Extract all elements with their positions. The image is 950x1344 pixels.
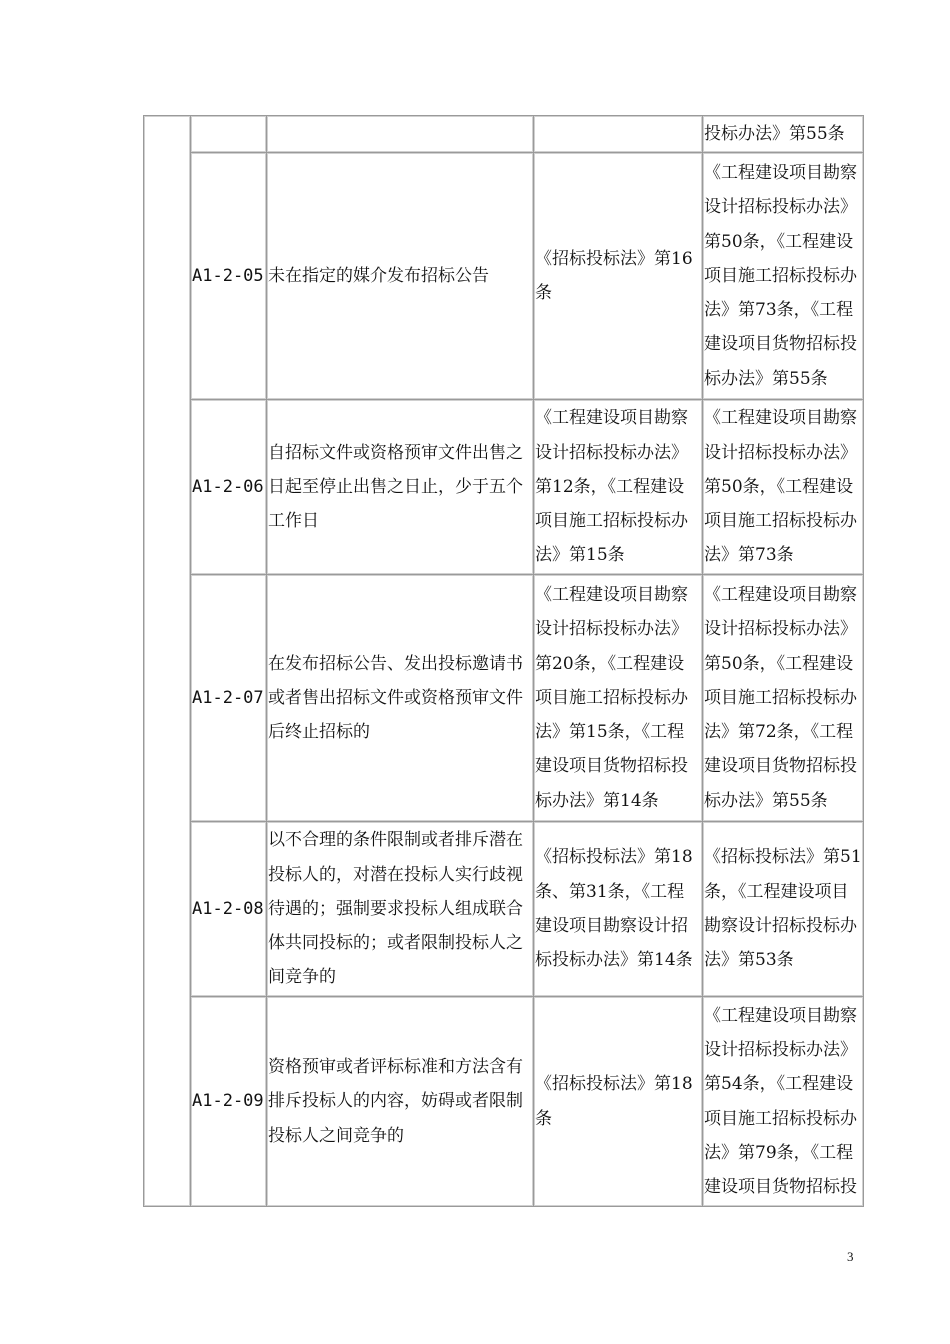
table-row xyxy=(144,400,864,575)
law-basis-cell xyxy=(534,116,703,153)
code-cell: A1-2-06 xyxy=(191,400,267,575)
table-row xyxy=(144,153,864,400)
penalty-basis-cell: 《工程建设项目勘察设计招标投标办法》第50条，《工程建设项目施工招标投标办法》第72条，《工程建设项目货物招标投标办法》第55条 xyxy=(703,575,864,822)
law-basis-cell: 《招标投标法》第18条 xyxy=(534,997,703,1207)
description-cell: 未在指定的媒介发布招标公告 xyxy=(267,153,534,400)
code-cell: A1-2-05 xyxy=(191,153,267,400)
category-cell xyxy=(144,116,191,1207)
description-cell: 自招标文件或资格预审文件出售之日起至停止出售之日止，少于五个工作日 xyxy=(267,400,534,575)
law-basis-cell: 《招标投标法》第18条、第31条，《工程建设项目勘察设计招标投标办法》第14条 xyxy=(534,822,703,997)
penalty-basis-cell: 《工程建设项目勘察设计招标投标办法》第50条，《工程建设项目施工招标投标办法》第73条，《工程建设项目货物招标投标办法》第55条 xyxy=(703,153,864,400)
penalty-basis-cell: 《工程建设项目勘察设计招标投标办法》第54条，《工程建设项目施工招标投标办法》第79条，《工程建设项目货物招标投 xyxy=(703,997,864,1207)
code-cell: A1-2-09 xyxy=(191,997,267,1207)
page-number: 3 xyxy=(847,1249,854,1264)
description-cell xyxy=(267,116,534,153)
penalty-basis-cell: 《招标投标法》第51条，《工程建设项目勘察设计招标投标办法》第53条 xyxy=(703,822,864,997)
table-row xyxy=(144,116,864,153)
penalty-basis-cell: 投标办法》第55条 xyxy=(703,116,864,153)
description-cell: 以不合理的条件限制或者排斥潜在投标人的，对潜在投标人实行歧视待遇的；强制要求投标人组成联合体共同投标的；或者限制投标人之间竞争的 xyxy=(267,822,534,997)
law-basis-cell: 《工程建设项目勘察设计招标投标办法》第20条，《工程建设项目施工招标投标办法》第15条，《工程建设项目货物招标投标办法》第14条 xyxy=(534,575,703,822)
law-basis-cell: 《工程建设项目勘察设计招标投标办法》第12条，《工程建设项目施工招标投标办法》第15条 xyxy=(534,400,703,575)
table-row xyxy=(144,997,864,1207)
description-cell: 在发布招标公告、发出投标邀请书或者售出招标文件或资格预审文件后终止招标的 xyxy=(267,575,534,822)
code-cell: A1-2-07 xyxy=(191,575,267,822)
table-row xyxy=(144,575,864,822)
code-cell: A1-2-08 xyxy=(191,822,267,997)
penalty-basis-cell: 《工程建设项目勘察设计招标投标办法》第50条，《工程建设项目施工招标投标办法》第73条 xyxy=(703,400,864,575)
violations-table xyxy=(143,115,864,1207)
code-cell xyxy=(191,116,267,153)
table-row xyxy=(144,822,864,997)
description-cell: 资格预审或者评标标准和方法含有排斥投标人的内容，妨碍或者限制投标人之间竞争的 xyxy=(267,997,534,1207)
law-basis-cell: 《招标投标法》第16条 xyxy=(534,153,703,400)
